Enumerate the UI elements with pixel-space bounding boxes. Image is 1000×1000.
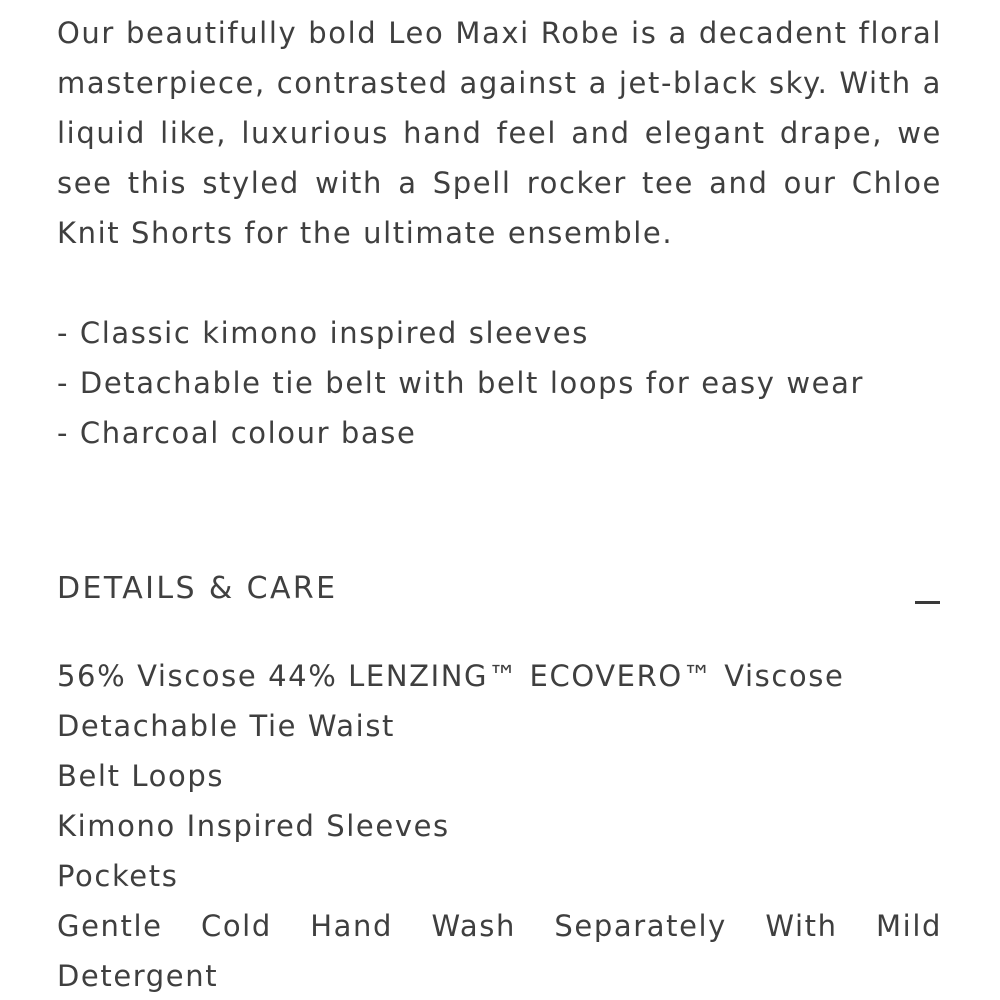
details-care-item: 56% Viscose 44% LENZING™ ECOVERO™ Viscose [57,659,845,693]
feature-list [57,308,942,458]
details-care-title: DETAILS & CARE [57,571,338,606]
details-care-item: Pockets [57,859,179,893]
details-care-item: Gentle Cold Hand Wash Separately With Mild Detergent [57,909,942,993]
feature-item: - Charcoal colour base [57,416,417,450]
feature-item: - Classic kimono inspired sleeves [57,316,589,350]
details-care-list [57,651,942,1000]
details-care-item: Kimono Inspired Sleeves [57,809,450,843]
details-care-accordion-header[interactable] [57,564,942,614]
details-care-item: Detachable Tie Waist [57,709,396,743]
details-care-item: Belt Loops [57,759,225,793]
product-description: Our beautifully bold Leo Maxi Robe is a decadent floral masterpiece, contrasted against a jet-black sky. With a liquid like, luxurious hand feel and elegant drape, we see this styled with a Spell rocker tee and our Chloe Knit Shorts for the ultimate ensemble. [57,16,942,250]
minus-icon [915,601,940,604]
collapse-toggle-button[interactable] [902,570,942,610]
feature-item: - Detachable tie belt with belt loops for easy wear [57,366,864,400]
